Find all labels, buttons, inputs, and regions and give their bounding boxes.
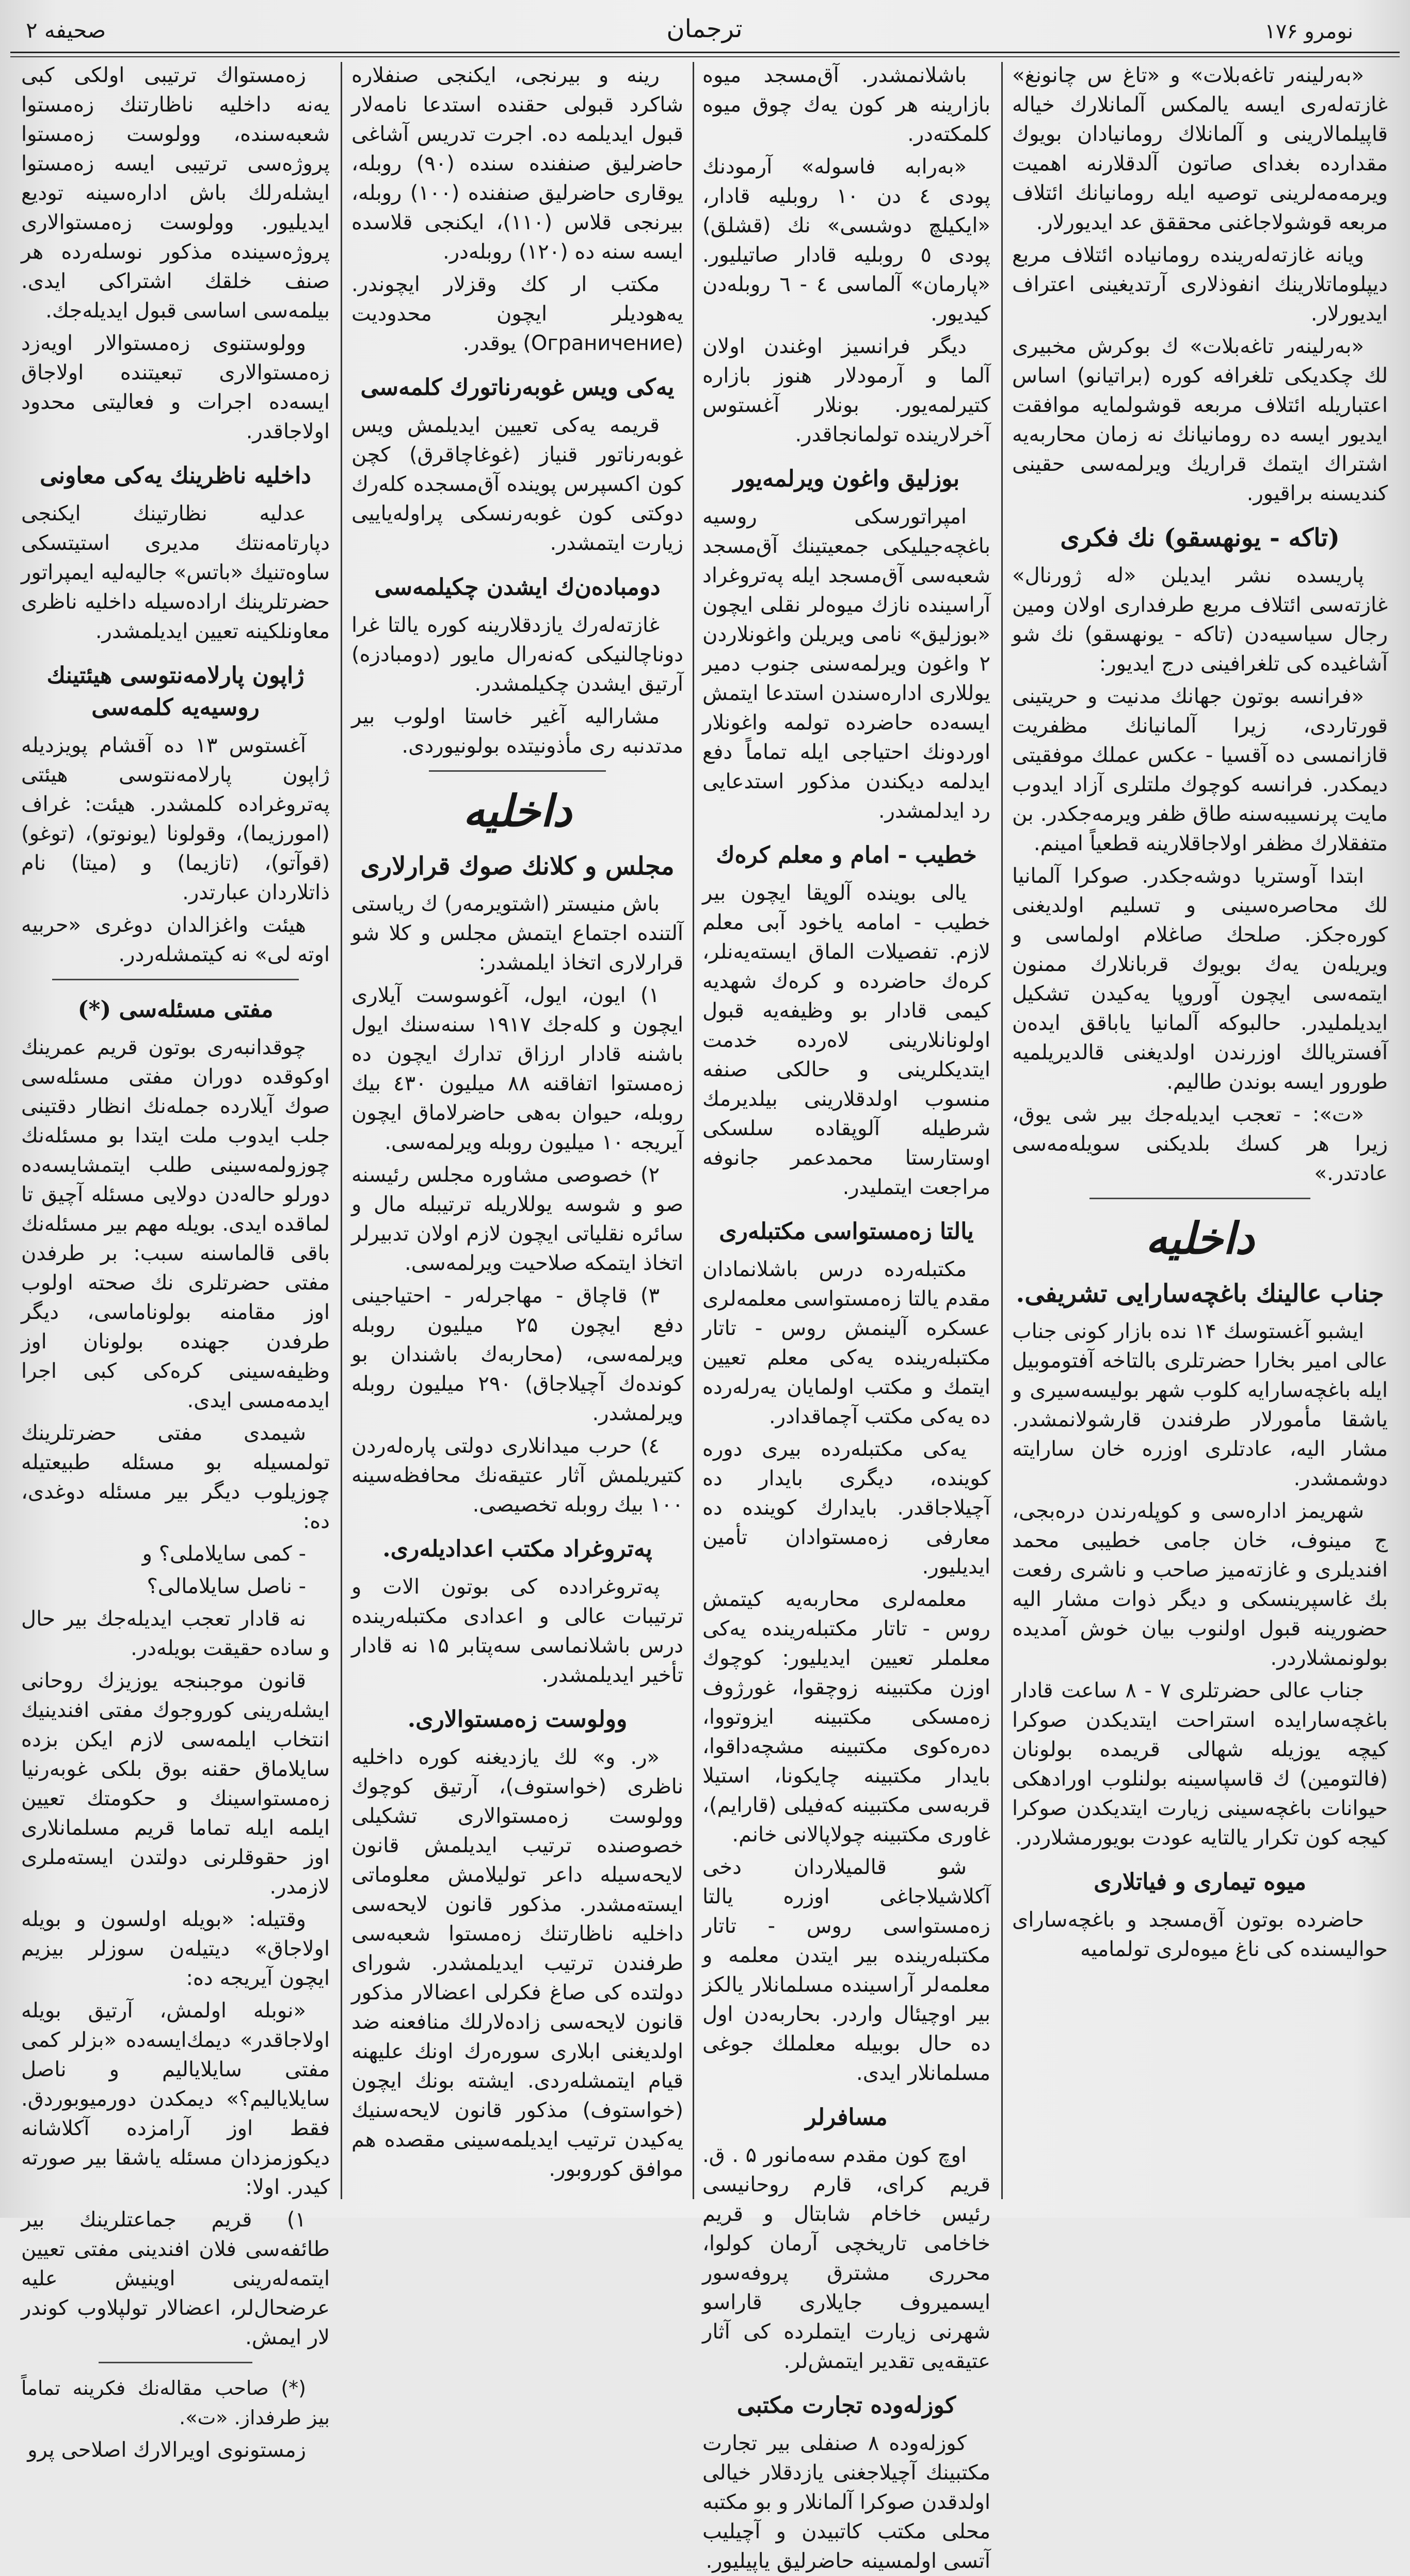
article-paragraph: ۲) خصوصی مشاوره مجلس رئیسنه صو و شوسه یوللاریله ترتیبله مال و سائره نقلیاتی ایچون لازم اولان تدبیرلر اتخاذ ایتمكه صلاحیت ویرلمەسی.	[351, 1163, 683, 1275]
headline: پەتروغراد مكتب اعدادیلەری.	[382, 1536, 652, 1562]
headline: مجلس و كلانك صوك قرارلاری	[360, 852, 675, 881]
column-divider	[1001, 62, 1003, 2199]
article-paragraph: پەتروغرادده كی بوتون الات و ترتیبات عالی و اعدادی مكتبلەرینده درس باشلانماسی سەپتابر ۱۵ نه قادار تأخیر ایدیلمشدر.	[351, 1575, 683, 1687]
divider	[1089, 1198, 1310, 1199]
article-paragraph: وقتیله: «بویله اولسون و بویله اولاجاق» دیتیلەن سوزلر بیزیم ایچون آیریجه ده:	[21, 1907, 330, 1990]
column-1	[1004, 61, 1396, 2203]
headline: ژاپون پارلامەنتوسی هیئتینك روسیه‌یه كلمەسی	[46, 662, 305, 721]
article-paragraph: جناب عالی حضرتلری ۷ - ۸ ساعت قادار باغچەسارایده استراحت ایتدیكدن صوكرا كیچه یوزیله شهالی قریمده بولونان (فالتومین) ك قاسپاسینه بولنلوب اورادهكی حیوانات باغچەسینی زیارت ایتدیكدن صوكرا كیجه كون تكرار یالتایه عودت بویورمشلاردر.	[1012, 1679, 1388, 1850]
article-paragraph: ابتدا آوستریا دوشەجكدر. صوكرا آلمانیا لك محاصرەسینی و تسلیم اولدیغنی كورەجكز. صلحك صاغلام اولماسی و ویریلەن یەك بویوك قربانلارك ممنون ایتمەسی ایچون آوروپا یەكیدن تشكیل ایدیلملیدر. حالبوكه آلمانیا یاباقق ایدەن آفستریالك اوزرندن اولدیغنی قالدیریلمیه طورور ایسه بوندن طالیم.	[1012, 864, 1388, 1094]
masthead	[0, 0, 1410, 57]
divider	[99, 2362, 252, 2363]
article-paragraph: آغستوس ۱۳ ده آقشام پویزدیله ژاپون پارلامەنتوسی هیئتی پەتروغراده كلمشدر. هیئت: غراف (امورزیما)، وقولونا (یونوتو)، (توغو) (قوآتو)، (تازیما) و (میتا) نام ذاتلاردان عبارتدر.	[21, 734, 330, 904]
article-paragraph: «فرانسه بوتون جهانك مدنیت و حریتینی قورتاردی، زیرا آلمانیانك مظفریت قازانمسی ده آقسیا - عكس عملك موفقیتی دیمكدر. فرانسه كوچوك ملتلری آزاد ایدوب مایت پرنسیبەسنه طاق ظفر ویرمەجكدر. بن متفقلارك مظفر اولاجاقلارینه قطعیاً امینم.	[1012, 685, 1388, 855]
article-paragraph: شیمدی مفتی حضرتلرینك تولمسیله بو مسئله طبیعتیله چوزیلوب دیگر بیر مسئله دوغدی، ده:	[21, 1421, 330, 1533]
headline: خطیب - امام و معلم كرەك	[716, 842, 977, 868]
article-paragraph: باش منیستر (اشتویرمەر) ك ریاستی آلتنده اجتماع ایتمش مجلس و كلا شو قرارلاری اتخاذ ایلمشدر:	[351, 892, 683, 975]
headline: مسافرلر	[805, 2104, 888, 2130]
article-paragraph: ۱) ایون، ایول، آغوسوست آیلاری ایچون و كلەجك ۱۹۱۷ سنه‌سنك ایول باشنه قادار ارزاق تدارك ایچون ده زەمستوا اتفاقنه ۸۸ میلیون ٤۳۰ بیك روبله، حیوان بەهی حاضرلاماق ایچون آیریجه ۱۰ میلیون روبله ویرلمەسی.	[351, 983, 683, 1154]
article-paragraph: «نوبله اولمش، آرتیق بویله اولاجاقدر» دیمك‌ایسه‌ده «بزلر كمی مفتی سایلایالیم و ناصل سایلایالیم؟» دیمكدن دورمیوبوردق. فقط اوز آرامزده آكلاشانه دیكوزمزدان مسئله یاشقا بیر صورته كیدر. اولا:	[21, 1999, 330, 2199]
headline: یالتا زەمستواسی مكتبلەری	[719, 1218, 974, 1245]
article-paragraph: قریمه یەكی تعیین ایدیلمش ویس غوبەرناتور قنیاز (غوغاچاقرق) كچن كون اكسپرس پوینده آق‌مسجده كلەرك دوكتی كون غوبەرنسكی پراولەیاییی زیارت ایتمشدر.	[351, 414, 683, 555]
article-paragraph: ویانه غازتەلەرینده رومانیاده ائتلاف مربع دیپلوماتلارینك انفوذلاری آرتدیغینی اعتراف ایدیورلار.	[1012, 243, 1388, 326]
article-paragraph: رینه و بیرنجی، ایكنجی صنفلاره شاكرد قبولی حقنده استدعا نامەلار قبول ایدیلمه ده. اجرت تدریس آشاغی حاضرلیق صنفنده سنده (۹۰) روبله، یوقاری حاضرلیق صنفنده (۱۰۰) روبله، بیرنجی قلاس (۱۱۰)، ایكنجی قلاسده ایسه سنه ده (۱۲۰) روبله‌در.	[351, 63, 683, 264]
footnote: (*) صاحب مقالەنك فكرینه تماماً بیز طرفداز. «ت».	[21, 2377, 330, 2429]
article-paragraph: دیگر فرانسیز اوغندن اولان آلما و آرمودلار هنوز بازاره كتیرلمەیور. بونلار آغستوس آخرلارینده تولمانجاقدر.	[702, 335, 990, 447]
article-paragraph: شهریمز ادارەسی و كوپلەرندن درەبجی، ج مینوف، خان جامی خطیبی محمد افندیلری و غازتەمیز صاحب و ناشری رفعت بك غاسپرینسكی و دیگر ذوات مشار الیه حضورینه قبول اولنوب بیان خوش آمدیده بولونمشلاردر.	[1012, 1499, 1388, 1670]
section-title: داخلیه	[463, 785, 572, 836]
article-paragraph: حاضرده بوتون آق‌مسجد و باغچەسارای حوالیسنده كی ناغ میوەلری تولمامیه	[1012, 1908, 1388, 1961]
article-paragraph: معلمەلری محاربەیه كیتمش روس - تاتار مكتبلەرینده یەكی معلملر تعیین ایدیلیور: كوچوك اوزن مكتبینه زوچقوا، غورژوف زەمسكی مكتبینه ایزوتووا، دەرەكوی مكتبینه مشچەداقوا، بایدار مكتبینه چایكونا، استیلا قربەسی مكتبینه كەفیلی (قارایم)، غاوری مكتبینه چولاپالانی خانم.	[702, 1587, 990, 1847]
article-paragraph: زەمستواك ترتیبی اولكی كبی یەنه داخلیه ناظارتنك زەمستوا شعبەسنده، وولوست زەمستوا پروژەسی ترتیبی ایسه زەمستوا ایشلەرلك باش ادارەسینه تودیع ایدیلیور. وولوست زەمستوالاری پروژەسینده مذكور نوسلەرده هر صنف خلقك اشتراكی ایدی. بیلمەسی اساسی قبول ایدیلەجك.	[21, 63, 330, 323]
article-paragraph: ۱) قریم جماعتلرینك بیر طائفه‌سی فلان افندینی مفتی تعیین ایتمەلەرینی اوینیش علیه عرضحال‌لر، اعضالار تولپلاوب كوندر لار ایمش.	[21, 2208, 330, 2349]
article-paragraph: چوقدانبەری بوتون قریم عمرینك اوكوقده دوران مفتی مسئلەسی صوك آیلارده جملەنك انظار دقتینی جلب ایدوب ملت ایتدا بو مسئلەنك چوزولمەسینی طلب ایتمشایسەده دورلو حالەدن دولایی مسئله آچیق تا لماقده ایدی. بویله مهم بیر مسئلەنك باقی قالماسنه سبب: بر طرفدن مفتی حضرتلری نك صحته اولوب اوز مقامنه بولوناماسی، دیگر طرفدن جهنده بولونان اوز وظیفه‌سینی كره‌كی كبی اجرا ایدمه‌مسی ایدی.	[21, 1036, 330, 1412]
article-paragraph: عدلیه نظارتینك ایكنجی دپارتامەنتك مدیری استیتسكی ساوه‌تنیك «باتس» جالیەلیه ایمپراتور حضرتلرینك اراده‌سیله داخلیه ناظری معاونلكینه تعیین ایدیلمشدر.	[21, 502, 330, 643]
article-paragraph: هیئت واغزالدان دوغری «حربیه اوتە لی» نه كیتمشلەردر.	[21, 913, 330, 966]
article-paragraph: زمستونوی اویرالارك اصلاحی پرو	[27, 2438, 306, 2462]
column-4	[13, 61, 338, 2462]
headline: جناب عالینك باغچەسارایی تشریفی.	[1016, 1279, 1384, 1308]
article-paragraph: غازتەلەرك یازدقلارینه كوره یالتا غرا دونا‌چالنیكی كەنەرال مایور (دومبادزه) آرتیق ایشدن چكیلمشدر.	[351, 613, 683, 696]
article-paragraph: ایشبو آغستوسك ۱۴ نده بازار كونی جناب عالی امیر بخارا حضرتلری بالتاخه آفتوموبیل ایله باغچەسارایه كلوب شهر بولیسەسیری و یاشقا مأمورلار طرفندن قارشولانمشدر. مشار الیه، عادتلری اوزره خان سارایته دوشمشدر.	[1012, 1319, 1388, 1490]
article-paragraph: كوزلەوده ۸ صنفلی بیر تجارت مكتبینك آچیلاجغنی یازدقلار خیالی اولدقدن صوكرا آلمانلار و بو مكتبه محلی مكتب كاتبیدن و آچیلیب آتسی اولمسینه حاضرلیق یاپیلیور.	[702, 2431, 990, 2573]
headline: دومبادەن‌ك ایشدن چكیلمەسی	[374, 574, 661, 600]
article-paragraph: نه قادار تعجب ایدیلەجك بیر حال و ساده حقیقت بویلە‌در.	[21, 1607, 330, 1660]
article-paragraph: «ر. و» لك یازدیغنه كوره داخلیه ناظری (خواستوف)، آرتیق كوچوك وولوست زەمستوالاری تشكیلی خصوصنده ترتیب ایدیلمش قانون لایحەسیله داعر تولیلامش معلوماتی ایستەمشدر. مذكور قانون لایحەسی داخلیه ناظارتنك زەمستوا شعبەسی طرفندن ترتیب ایدیلمشدر. شورای دولتده كی صاغ فكرلی اعضالار مذكور قانون لایحەسی زادە‌لارلك منافعنه ضد اولدیغنی ابلاری سورەرك اونك علیهنه قیام ایتمشلەردی. ایشته بونك ایچون (خواستوف) مذكور قانون لایحەسنیك یەكیدن ترتیب ایدیلمەسینی مقصده هم موافق كوروبور.	[351, 1745, 683, 2181]
column-3	[343, 61, 692, 2203]
divider	[429, 770, 606, 772]
section-title: داخلیه	[1145, 1213, 1255, 1264]
article-paragraph: مكتبلەرده درس باشلانمادان مقدم یالتا زەمستواسی معلمەلری عسكره آلینمش روس - تاتار مكتبلەرینده یەكی معلم تعیین ایتمك و مكتب اولمایان یەرلەرده ده یەكی مكتب آچماقدادر.	[702, 1258, 990, 1428]
newspaper-title: ترجمان	[666, 14, 743, 43]
article-paragraph: ٤) حرب میدانلاری دولتی پارەلەردن كتیریلمش آثار عتیقەنك محافظه‌سینه ۱۰۰ بیك روبله تخصیصی.	[351, 1434, 683, 1517]
article-paragraph: پاریسده نشر ایدیلن «له ژورنال» غازتەسی ائتلاف مربع طرفداری اولان ومین رجال سیاسیەدن (تاكه - یونهسقو) نك شو آشاغیده كی تلغرافینی درج ایدیور:	[1012, 564, 1388, 676]
article-paragraph: مكتب ار كك وقزلار ایچوندر. یەهودیلر ایچون محدودیت (Ограничение) یوقدر.	[351, 273, 683, 355]
headline: وولوست زەمستوالاری.	[407, 1706, 628, 1732]
article-paragraph: - ناصل سایلامالی؟	[147, 1575, 306, 1598]
article-paragraph: - كمی سایلاملی؟ و	[142, 1542, 306, 1566]
column-divider	[341, 62, 342, 2199]
masthead-rule	[10, 52, 1400, 57]
headline: داخلیه ناظرینك یەكی معاونی	[40, 463, 311, 489]
article-paragraph: مشارالیه آغیر خاستا اولوب بیر مدتدنبه ری مأذونیتده بولونیوردی.	[351, 705, 683, 758]
headline: كوزلەوده تجارت مكتبی	[736, 2392, 956, 2419]
page-number: صحیفه ۲	[26, 18, 106, 43]
article-paragraph: ۳) قاچاق - مهاجرلەر - احتیاجینی دفع ایچون ۲۵ میلیون روبله ویرلمەسی، (محاربەك باشندان بو كوندەك آچیلاجاق) ۲۹۰ میلیون روبله ویرلمشدر.	[351, 1284, 683, 1425]
headline: میوه تیماری و فیاتلاری	[1094, 1869, 1306, 1895]
article-paragraph: امپراتورسكی روسیه باغچه‌جیلیكی جمعیتینك آق‌مسجد شعبەسی آق‌مسجد ایله پەتروغراد آراسینده نازك میوەلر نقلی ایچون «بوزلیق» نامی ویریلن واغونلاردن ۲ واغون ویرلمەسنی جنوب دمیر یوللاری ادارەسندن استدعا ایتمش ایسه‌ده حاضرده تولمه واغونلار اوردونك احتیاجی ایله تماماً دفع ایدلمه دیكندن مذكور استدعایی رد ایدلمشدر.	[702, 505, 990, 823]
headline: بوزلیق واغون ویرلمەیور	[733, 466, 960, 492]
article-paragraph: اوچ كون مقدم سەمانور ۵ . ق. قریم كرای، قارم روحانیسی رئیس خاخام شابتال و قریم خاخامی تاریخچی آرمان كولوا، محرری مشترق پروفه‌سور ایسمیروف جایلاری قاراسو شهرنی زیارت ایتملرده كی آثار عتیقه‌یی تقدیر ایتمش‌لر.	[702, 2143, 990, 2373]
headline: یەكی ویس غوبەرناتورك كلمەسی	[360, 374, 675, 401]
article-paragraph: «ت»: - تعجب ایدیلەجك بیر شی یوق، زیرا هر كسك بلدیكنی سویلەمەسی عادتدر.»	[1012, 1103, 1388, 1185]
article-paragraph: «بەرلینەر تاغەبلات» و «تاغ س چانونغ» غازتەلەری ایسە یالمکس آلمانلارك خیاله قاپیلمالارینی و آلمانلاك رومانیادان بویوك مقدارده بغدای صاتون آلدقلارنه اهمیت ویرمەمەلرینی توصیه ایله رومانیانك ائتلاف مربعه قوشولاجاغنی محققق عد ایدیورلار.	[1012, 63, 1388, 234]
headline: مفتی مسئلەسی (*)	[77, 996, 274, 1023]
divider	[52, 979, 299, 980]
article-paragraph: وولوستنوی زەمستوالار اویەزد زەمستوالاری تبعیتنده اولاجاق ایسه‌ده اجرات و فعالیتی محدود اولاجاقدر.	[21, 331, 330, 443]
article-paragraph: «بەرلینەر تاغەبلات» ك بوكرش مخبیری لك چکدیكی تلغرافه كوره (براتیانو) اساس اعتباریله ائتلاف مربعه قوشولمایه موافقت ایدیور ایسه ده رومانیانك نه زمان محاربەیه اشتراك ایتمك قراریك ویرلمەسی حقینی كندیسنه براقیور.	[1012, 335, 1388, 505]
article-paragraph: یالی بوینده آلوپقا ایچون بیر خطیب - امامه یاخود آبی معلم لازم. تفصیلات الماق ایستەیەنلر، كرەك حاضرده و كرەك شهدیە كیمی قادار بو وظیفەیه قبول اولونانلارینی لاەرده خدمت ایتدیكلرینی و حالكی صنفه منسوب اولدقلارینی بیلدیرمك شرطیله آلوپقاده سلسكی اوستارستا محمد‌عمر جانوفه مراجعت ایتملیدر.	[702, 881, 990, 1199]
article-paragraph: باشلانمشدر. آق‌مسجد میوه بازارینه هر كون یەك چوق میوه كلمكتەدر.	[702, 63, 990, 146]
article-paragraph: قانون موجبنجه یوزیزك روحانی ایشله‌رینی كوروجوك مفتی افندینیك انتخاب ایلمه‌سی لازم ایكن بزده سایلاماق حقنه بوق بلكی غوبەرنیا زەمستوا‌سینك و حكومتك تعیین ایلمه ایله تماما قریم مسلمانلاری اوز حقوقلرنی دولتدن ایستەملری لازمدر.	[21, 1669, 330, 1899]
column-2	[694, 61, 999, 2573]
article-paragraph: شو قالمیلاردان دخی آكلاشیلاجاغی اوزره یالتا زەمستواسی روس - تاتار مكتبلەرینده بیر ایتدن معلمه و معلمەلر آراسینده مسلمانلار یالكز بیر اوچیئال واردر. بحاربەدن اول ده حال بوبیله معلملك جوغی مسلمانلار ایدی.	[702, 1855, 990, 2085]
article-paragraph: یەكی مكتبلەرده بیری دوره كوینده، دیگری بایدار ده آچیلاجاقدر. بایدارك كوینده ده معارفی زەمستوادان تأمین ایدیلیور.	[702, 1437, 990, 1579]
headline: (تاكه - یونهسقو) نك فكری	[1060, 523, 1340, 552]
issue-number: نومرو ۱۷۶	[1264, 20, 1353, 43]
article-paragraph: «بەرابه فاسولە» آرمودنك پودی ٤ دن ۱۰ روبلیه قادار، «ایكیلچ دوشسی» نك (قشلق) پودی ٥ روبلیه قادار صاتیلیور. «پارمان» آلماسی ٤ - ٦ روبلەدن كیدیور.	[702, 155, 990, 326]
